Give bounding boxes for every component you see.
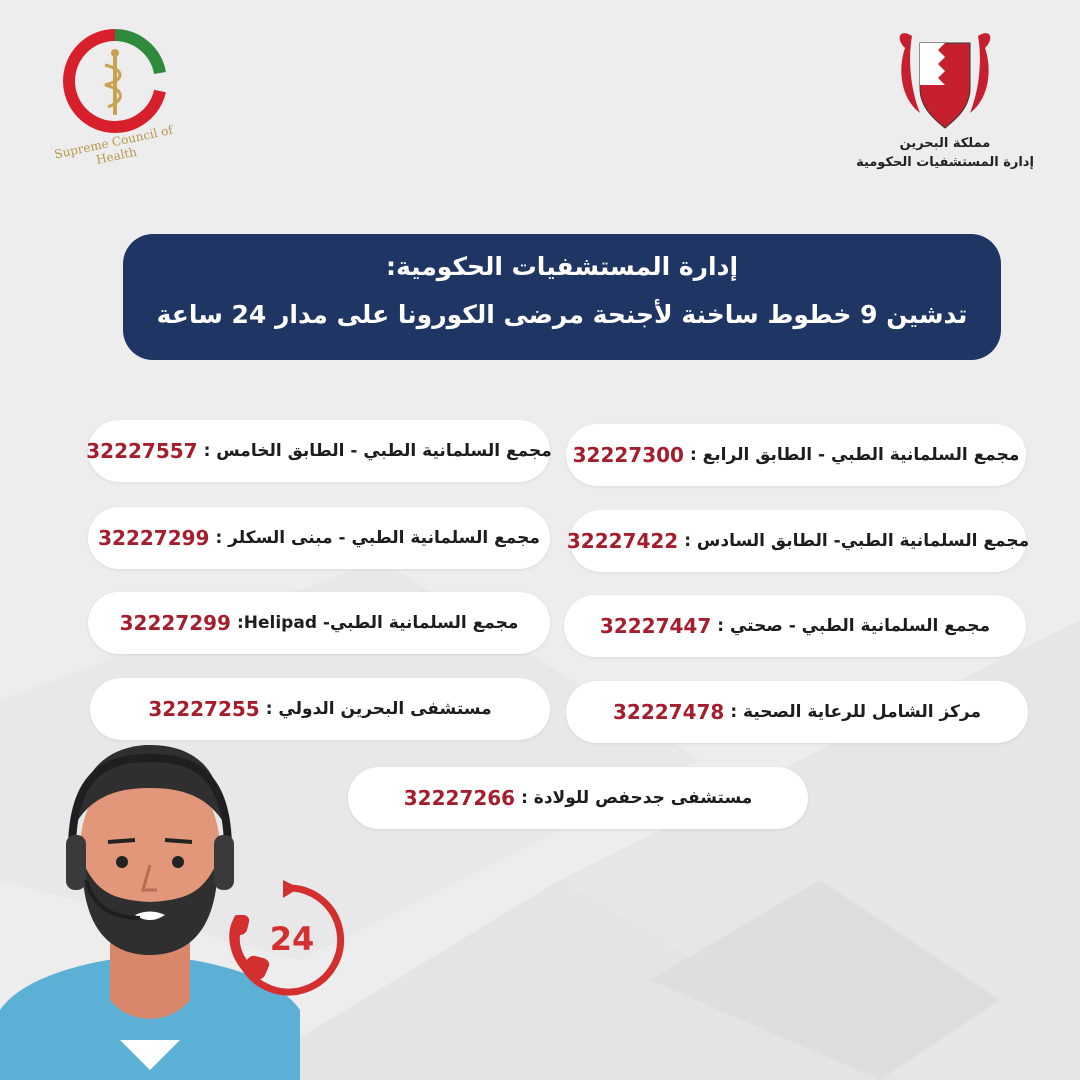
hotline-number[interactable]: 32227266 (403, 786, 516, 810)
hotline-number[interactable]: 32227447 (599, 614, 712, 638)
hotline-number[interactable]: 32227299 (98, 526, 210, 550)
hotline-item (348, 767, 808, 829)
hotline-item (564, 595, 1026, 657)
hotline-label: مجمع السلمانية الطبي - صحتي : (717, 616, 991, 636)
badge-24-text: 24 (269, 920, 315, 958)
hotline-label: مجمع السلمانية الطبي - الطابق الخامس : (203, 441, 552, 461)
bahrain-emblem-icon (850, 28, 1040, 133)
caduceus-logo-icon (50, 25, 180, 140)
hotline-label: مستشفى البحرين الدولي : (265, 699, 492, 719)
hotline-item (90, 678, 550, 740)
hotline-item (88, 420, 550, 482)
hotline-number[interactable]: 32227557 (86, 439, 198, 463)
hotline-label: مجمع السلمانية الطبي- Helipad: (236, 613, 519, 633)
supreme-council-logo (50, 25, 180, 175)
hotline-number[interactable]: 32227300 (572, 443, 684, 467)
hotline-number[interactable]: 32227478 (613, 700, 725, 724)
emblem-label-directorate: إدارة المستشفيات الحكومية (856, 155, 1034, 170)
hotline-item (566, 424, 1026, 486)
hotline-number[interactable]: 32227255 (148, 697, 260, 721)
banner-subtitle: تدشين 9 خطوط ساخنة لأجنحة مرضى الكورونا على مدار 24 ساعة (156, 300, 968, 329)
hotline-label: مستشفى جدحفص للولادة : (521, 788, 753, 808)
bahrain-emblem-logo (850, 28, 1040, 178)
hotline-item (566, 681, 1028, 743)
hotline-label: مجمع السلمانية الطبي - مبنى السكلر : (215, 528, 540, 548)
hotline-item (88, 592, 550, 654)
hotline-number[interactable]: 32227422 (566, 529, 679, 553)
hotline-number[interactable]: 32227299 (119, 611, 231, 635)
hotline-item (88, 507, 550, 569)
hotline-item (566, 510, 1030, 572)
banner-title: إدارة المستشفيات الحكومية: (385, 252, 739, 281)
hotline-label: مجمع السلمانية الطبي - الطابق الرابع : (689, 445, 1020, 465)
phone-24-icon (225, 880, 350, 1000)
hotline-label: مركز الشامل للرعاية الصحية : (730, 702, 982, 722)
supreme-council-tagline: Supreme Council of Health (53, 122, 174, 167)
title-banner (123, 234, 1001, 360)
hotline-label: مجمع السلمانية الطبي- الطابق السادس : (684, 531, 1030, 551)
emblem-label-kingdom: مملكة البحرين (899, 136, 991, 151)
